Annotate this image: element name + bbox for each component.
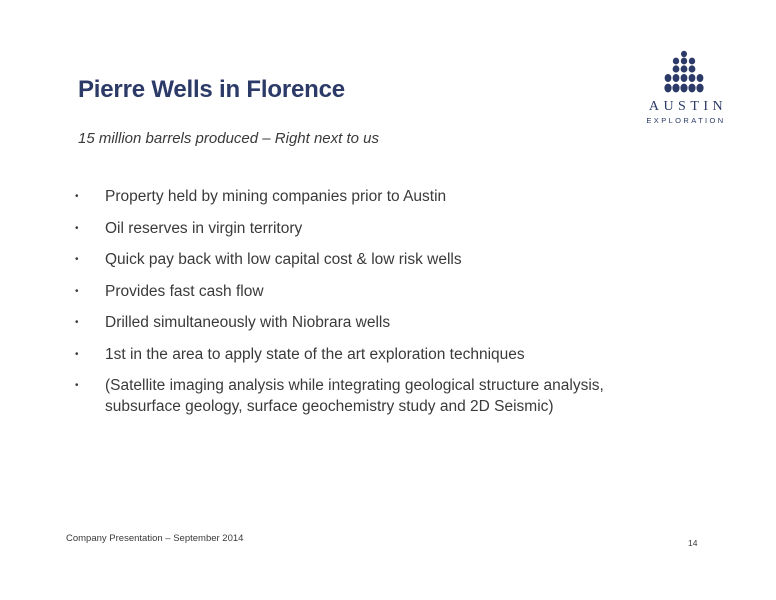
bullet-text: Quick pay back with low capital cost & low risk wells (105, 251, 462, 268)
bullet-text: 1st in the area to apply state of the art exploration techniques (105, 345, 525, 363)
bullet-item (70, 186, 670, 207)
bullet-icon: • (75, 254, 79, 265)
bullet-text: Drilled simultaneously with Niobrara wells (105, 314, 391, 331)
logo-dots-icon (636, 50, 732, 96)
logo-name: AUSTIN (648, 99, 728, 114)
bullet-icon: • (75, 317, 79, 328)
bullet-icon: • (75, 285, 79, 297)
bullet-text: Property held by mining companies prior to Austin (105, 188, 447, 205)
slide-title: Pierre Wells in Florence (78, 76, 345, 103)
bullet-text: Oil reserves in virgin territory (105, 219, 303, 237)
bullet-icon: • (75, 222, 79, 234)
bullet-item (70, 249, 670, 270)
bullet-item (70, 312, 670, 333)
bullet-item (70, 375, 670, 417)
slide-subtitle: 15 million barrels produced – Right next to us (78, 130, 379, 147)
company-logo (636, 50, 732, 128)
bullet-icon: • (75, 380, 79, 391)
bullet-text: (Satellite imaging analysis while integrating geological structure analysis, subsurface geology, surface geochemistry study and 2D Seismic) (105, 377, 604, 415)
bullet-item (70, 281, 670, 302)
bullet-list (70, 186, 670, 428)
bullet-icon: • (75, 191, 79, 202)
page-number: 14 (688, 538, 698, 548)
bullet-text: Provides fast cash flow (105, 282, 264, 300)
bullet-item (70, 218, 670, 239)
logo-tagline: EXPLORATION (646, 116, 726, 125)
bullet-item (70, 344, 670, 365)
bullet-icon: • (75, 348, 79, 360)
footer-text: Company Presentation – September 2014 (66, 533, 244, 544)
